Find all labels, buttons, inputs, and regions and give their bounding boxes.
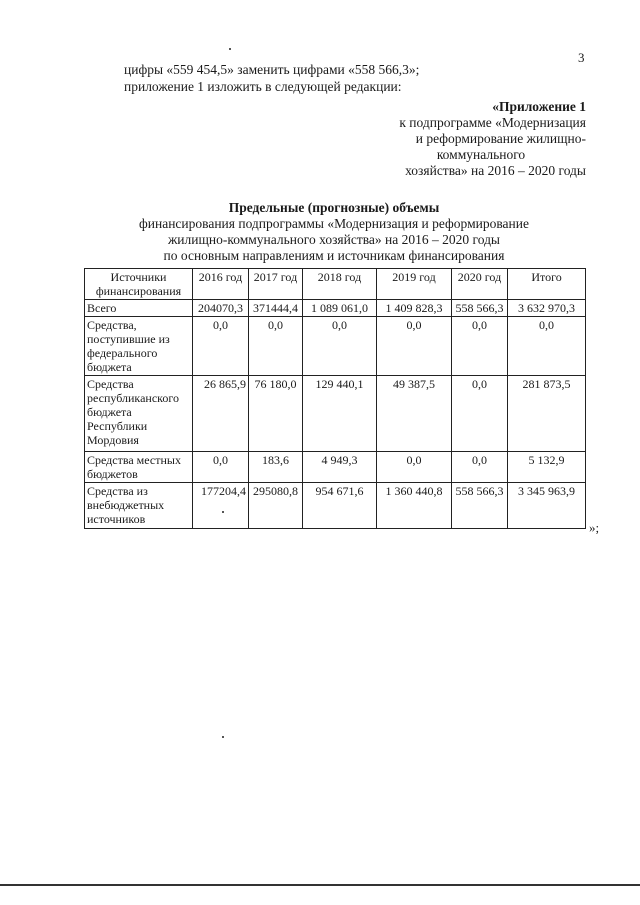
header-2017: 2017 год	[249, 269, 303, 300]
cell-2016: 0,0	[193, 452, 249, 483]
cell-2020: 0,0	[452, 452, 508, 483]
cell-2016: 177204,4	[193, 483, 249, 529]
title-line-2: жилищно-коммунального хозяйства» на 2016 – 2020 годы	[167, 232, 501, 247]
cell-2020: 558 566,3	[452, 483, 508, 529]
header-2019: 2019 год	[377, 269, 452, 300]
scan-mark	[222, 511, 224, 513]
cell-2016: 204070,3	[193, 300, 249, 317]
row-label: Всего	[85, 300, 193, 317]
table-row	[85, 300, 586, 317]
cell-2016: 26 865,9	[193, 376, 249, 452]
title-line-3: по основным направлениям и источникам финансирования	[163, 248, 505, 263]
row-label: Средства из внебюджетных источников	[85, 483, 193, 529]
cell-2019: 1 360 440,8	[377, 483, 452, 529]
cell-2018: 4 949,3	[303, 452, 377, 483]
row-label: Средства, поступившие из федерального бюджета	[85, 317, 193, 376]
cell-total: 3 632 970,3	[508, 300, 586, 317]
header-2016: 2016 год	[193, 269, 249, 300]
table-row	[85, 376, 586, 452]
closing-quote: »;	[589, 520, 600, 535]
appendix-line-2: и реформирование жилищно-	[415, 131, 586, 146]
appendix-line-4: хозяйства» на 2016 – 2020 годы	[405, 163, 586, 178]
scan-mark	[222, 736, 224, 738]
document-title	[84, 200, 584, 264]
intro-line-1: цифры «559 454,5» заменить цифрами «558 566,3»;	[124, 62, 420, 77]
cell-2018: 0,0	[303, 317, 377, 376]
cell-total: 5 132,9	[508, 452, 586, 483]
appendix-block	[326, 99, 586, 179]
cell-2018: 1 089 061,0	[303, 300, 377, 317]
cell-2019: 49 387,5	[377, 376, 452, 452]
cell-2019: 0,0	[377, 452, 452, 483]
cell-2020: 0,0	[452, 376, 508, 452]
cell-2017: 183,6	[249, 452, 303, 483]
cell-2018: 954 671,6	[303, 483, 377, 529]
header-total: Итого	[508, 269, 586, 300]
header-sources: Источники финансирования	[85, 269, 193, 300]
page-number: 3	[578, 50, 585, 65]
appendix-line-1: к подпрограмме «Модернизация	[399, 115, 586, 130]
row-label: Средства местных бюджетов	[85, 452, 193, 483]
intro-line-2: приложение 1 изложить в следующей редакции:	[124, 79, 402, 94]
scan-mark	[229, 48, 231, 50]
cell-2018: 129 440,1	[303, 376, 377, 452]
bottom-rule	[0, 884, 640, 886]
financing-table	[84, 268, 586, 529]
cell-total: 0,0	[508, 317, 586, 376]
table-row	[85, 452, 586, 483]
table-header-row	[85, 269, 586, 300]
title-bold: Предельные (прогнозные) объемы	[228, 200, 440, 215]
cell-2019: 1 409 828,3	[377, 300, 452, 317]
cell-2017: 0,0	[249, 317, 303, 376]
table-row	[85, 317, 586, 376]
title-line-1: финансирования подпрограммы «Модернизация и реформирование	[139, 216, 529, 231]
cell-2019: 0,0	[377, 317, 452, 376]
cell-2016: 0,0	[193, 317, 249, 376]
cell-total: 3 345 963,9	[508, 483, 586, 529]
row-label: Средства республиканского бюджета Республики Мордовия	[85, 376, 193, 452]
cell-total: 281 873,5	[508, 376, 586, 452]
cell-2020: 0,0	[452, 317, 508, 376]
header-2020: 2020 год	[452, 269, 508, 300]
cell-2017: 371444,4	[249, 300, 303, 317]
appendix-heading: «Приложение 1	[492, 99, 586, 114]
cell-2020: 558 566,3	[452, 300, 508, 317]
appendix-line-3: коммунального	[436, 147, 526, 162]
cell-2017: 76 180,0	[249, 376, 303, 452]
cell-2017: 295080,8	[249, 483, 303, 529]
header-2018: 2018 год	[303, 269, 377, 300]
table-row	[85, 483, 586, 529]
